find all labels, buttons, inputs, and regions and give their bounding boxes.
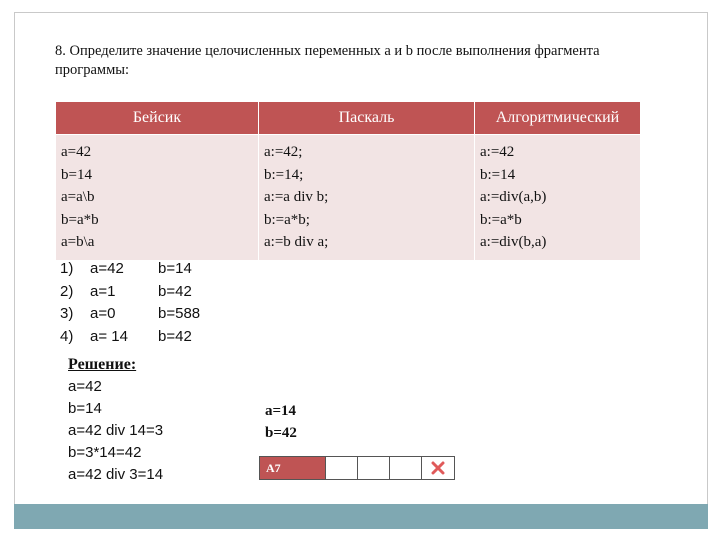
result: [265, 400, 297, 444]
code-line: a:=42;: [264, 144, 303, 160]
code-line: b:=14;: [264, 166, 304, 183]
option-a: a= 14: [90, 327, 128, 345]
header-pascal: Паскаль: [259, 102, 475, 135]
header-basic: Бейсик: [56, 102, 259, 135]
solution: [68, 354, 163, 486]
code-line: a:=div(a,b): [480, 189, 547, 205]
cross-icon: [431, 461, 445, 475]
option-a: a=1: [90, 282, 116, 300]
option-number: 4): [60, 327, 74, 345]
code-line: a=42: [61, 144, 92, 160]
solution-line: a=42: [68, 378, 102, 395]
answer-grid-label: A7: [260, 457, 326, 479]
bottom-bar: [14, 504, 708, 529]
option-number: 2): [60, 282, 74, 300]
answer-grid: [259, 456, 455, 480]
answer-cell[interactable]: [358, 457, 390, 479]
code-line: a:=42: [480, 144, 515, 160]
option-b: b=14: [158, 260, 192, 277]
answer-option: [60, 281, 200, 304]
code-line: b:=14: [480, 166, 516, 183]
code-line: a=b\a: [61, 234, 95, 250]
option-b: b=42: [158, 327, 192, 345]
answer-cell[interactable]: [390, 457, 422, 479]
header-algorithmic: Алгоритмический: [475, 102, 641, 135]
answer-cell[interactable]: [326, 457, 358, 479]
option-b: b=42: [158, 282, 192, 300]
code-line: b=14: [61, 166, 92, 183]
code-table: [55, 101, 641, 261]
option-b: b=588: [158, 305, 201, 322]
code-line: a:=a div b;: [264, 189, 329, 205]
code-line: b:=a*b;: [264, 211, 310, 228]
option-number: 3): [60, 305, 74, 322]
solution-line: b=14: [68, 400, 102, 417]
basic-code: [56, 135, 259, 261]
solution-line: a=42 div 14=3: [68, 422, 164, 439]
option-number: 1): [60, 260, 74, 277]
code-line: b:=a*b: [480, 211, 522, 228]
solution-title: Решение:: [68, 356, 137, 373]
option-a: a=0: [90, 305, 116, 322]
answer-option: [60, 258, 200, 281]
question-text: 8. Определите значение целочисленных переменных a и b после выполнения фрагмента программы:: [55, 43, 600, 78]
result-b: b=42: [265, 425, 297, 441]
answer-cell-crossed[interactable]: [422, 457, 454, 479]
answer-option: [60, 303, 200, 326]
answer-options: [60, 258, 200, 348]
solution-line: b=3*14=42: [68, 444, 142, 461]
code-line: a:=b div a;: [264, 234, 329, 250]
code-line: a=a\b: [61, 189, 95, 205]
code-line: b=a*b: [61, 211, 99, 228]
code-line: a:=div(b,a): [480, 234, 547, 250]
pascal-code: [259, 135, 475, 261]
solution-line: a=42 div 3=14: [68, 466, 164, 483]
answer-option: [60, 326, 200, 349]
result-a: a=14: [265, 403, 297, 419]
option-a: a=42: [90, 260, 124, 277]
algorithmic-code: [475, 135, 641, 261]
